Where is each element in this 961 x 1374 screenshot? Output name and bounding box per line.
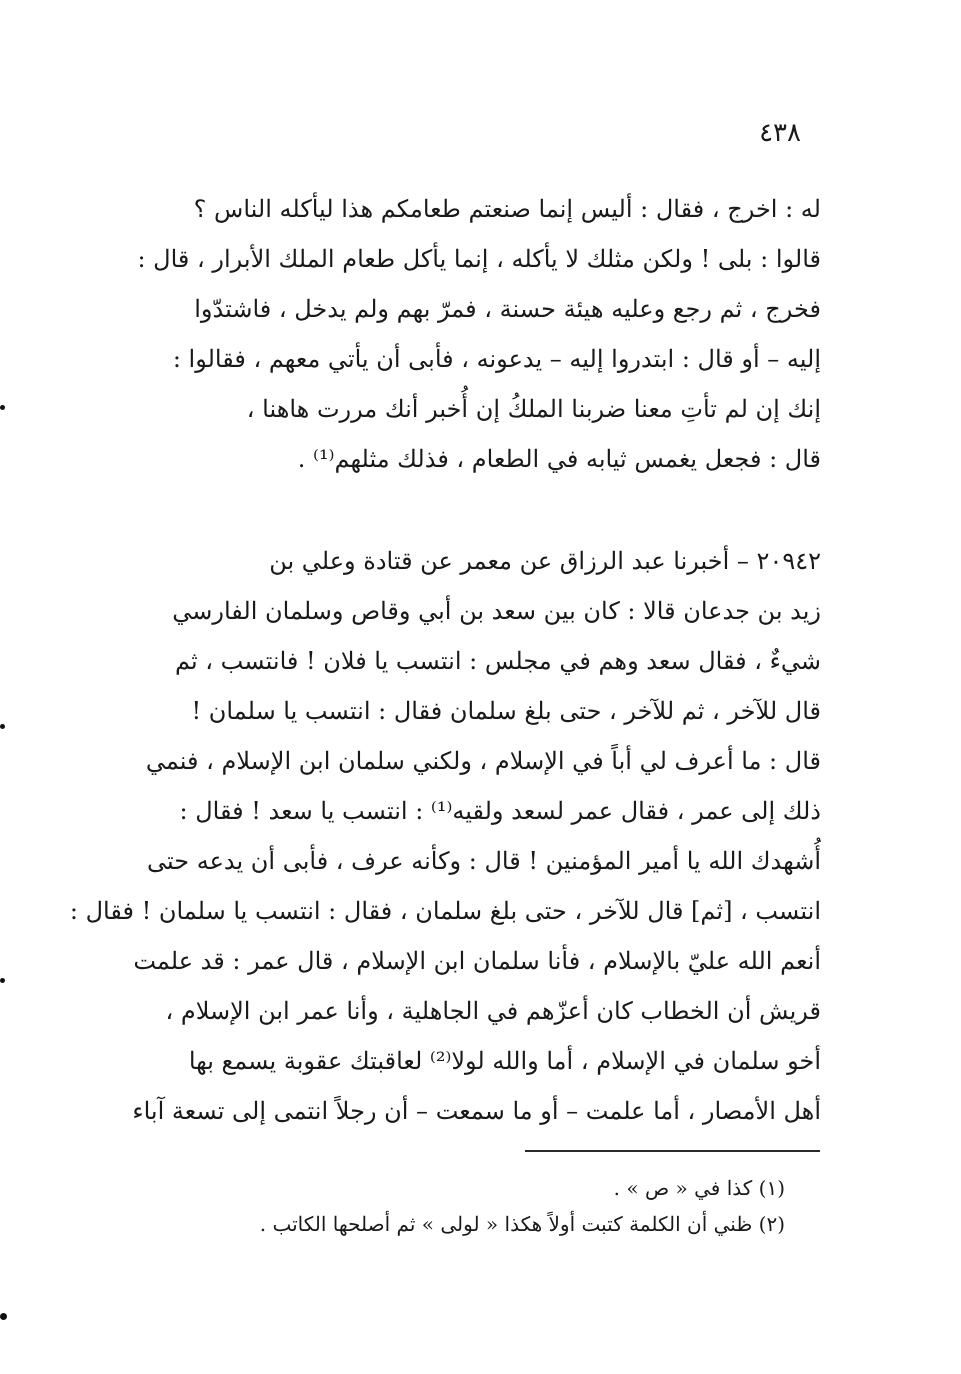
scan-mark: [0, 405, 5, 410]
text-line: قال : ما أعرف لي أباً في الإسلام ، ولكني سلمان ابن الإسلام ، فنمي: [145, 747, 821, 775]
scan-mark: [0, 978, 5, 983]
text-line: قال للآخر ، ثم للآخر ، حتى بلغ سلمان فقال : انتسب يا سلمان !: [191, 697, 821, 725]
text-line: له : اخرج ، فقال : أليس إنما صنعتم طعامكم هذا ليأكله الناس ؟: [193, 195, 821, 223]
page-number: ٤٣٨: [759, 118, 801, 148]
text-line: قال : فجعل يغمس ثيابه في الطعام ، فذلك مثلهم⁽¹⁾ .: [297, 445, 821, 473]
text-line: أُشهدك الله يا أمير المؤمنين ! قال : وكأنه عرف ، فأبى أن يدعه حتى: [146, 847, 821, 875]
footnote-divider: [525, 1150, 820, 1152]
text-line: شيءٌ ، فقال سعد وهم في مجلس : انتسب يا فلان ! فانتسب ، ثم: [175, 647, 821, 675]
text-line: فخرج ، ثم رجع وعليه هيئة حسنة ، فمرّ بهم ولم يدخل ، فاشتدّوا: [194, 295, 821, 323]
text-line: انتسب ، [ثم] قال للآخر ، حتى بلغ سلمان ، فقال : انتسب يا سلمان ! فقال :: [69, 897, 821, 925]
text-line: ٢٠٩٤٢ – أخبرنا عبد الرزاق عن معمر عن قتادة وعلي بن: [269, 547, 821, 575]
footnote-2: (٢) ظني أن الكلمة كتبت أولاً هكذا « لولى » ثم أصلحها الكاتب .: [259, 1212, 785, 1236]
text-line: ذلك إلى عمر ، فقال عمر لسعد ولقيه⁽¹⁾ : انتسب يا سعد ! فقال :: [179, 797, 821, 825]
text-line: أنعم الله عليّ بالإسلام ، فأنا سلمان ابن الإسلام ، قال عمر : قد علمت: [133, 947, 821, 975]
text-line: إنك إن لم تأتِ معنا ضربنا الملكُ إن أُخبر أنك مررت هاهنا ،: [246, 395, 821, 423]
paragraph-2: [69, 536, 821, 1136]
paragraph-1: [137, 184, 821, 484]
text-line: إليه – أو قال : ابتدروا إليه – يدعونه ، فأبى أن يأتي معهم ، فقالوا :: [172, 345, 821, 373]
text-line: أخو سلمان في الإسلام ، أما والله لولا⁽²⁾ لعاقبتك عقوبة يسمع بها: [188, 1047, 821, 1075]
text-line: قريش أن الخطاب كان أعزّهم في الجاهلية ، وأنا عمر ابن الإسلام ،: [165, 997, 821, 1025]
text-line: أهل الأمصار ، أما علمت – أو ما سمعت – أن رجلاً انتمى إلى تسعة آباء: [132, 1097, 821, 1125]
scan-mark: [0, 1313, 7, 1320]
footnote-1: (١) كذا في « ص » .: [613, 1176, 785, 1200]
text-line: قالوا : بلى ! ولكن مثلك لا يأكله ، إنما يأكل طعام الملك الأبرار ، قال :: [137, 245, 821, 273]
scan-mark: [0, 724, 5, 729]
text-line: زيد بن جدعان قالا : كان بين سعد بن أبي وقاص وسلمان الفارسي: [172, 597, 821, 625]
footnotes: [225, 1170, 785, 1242]
